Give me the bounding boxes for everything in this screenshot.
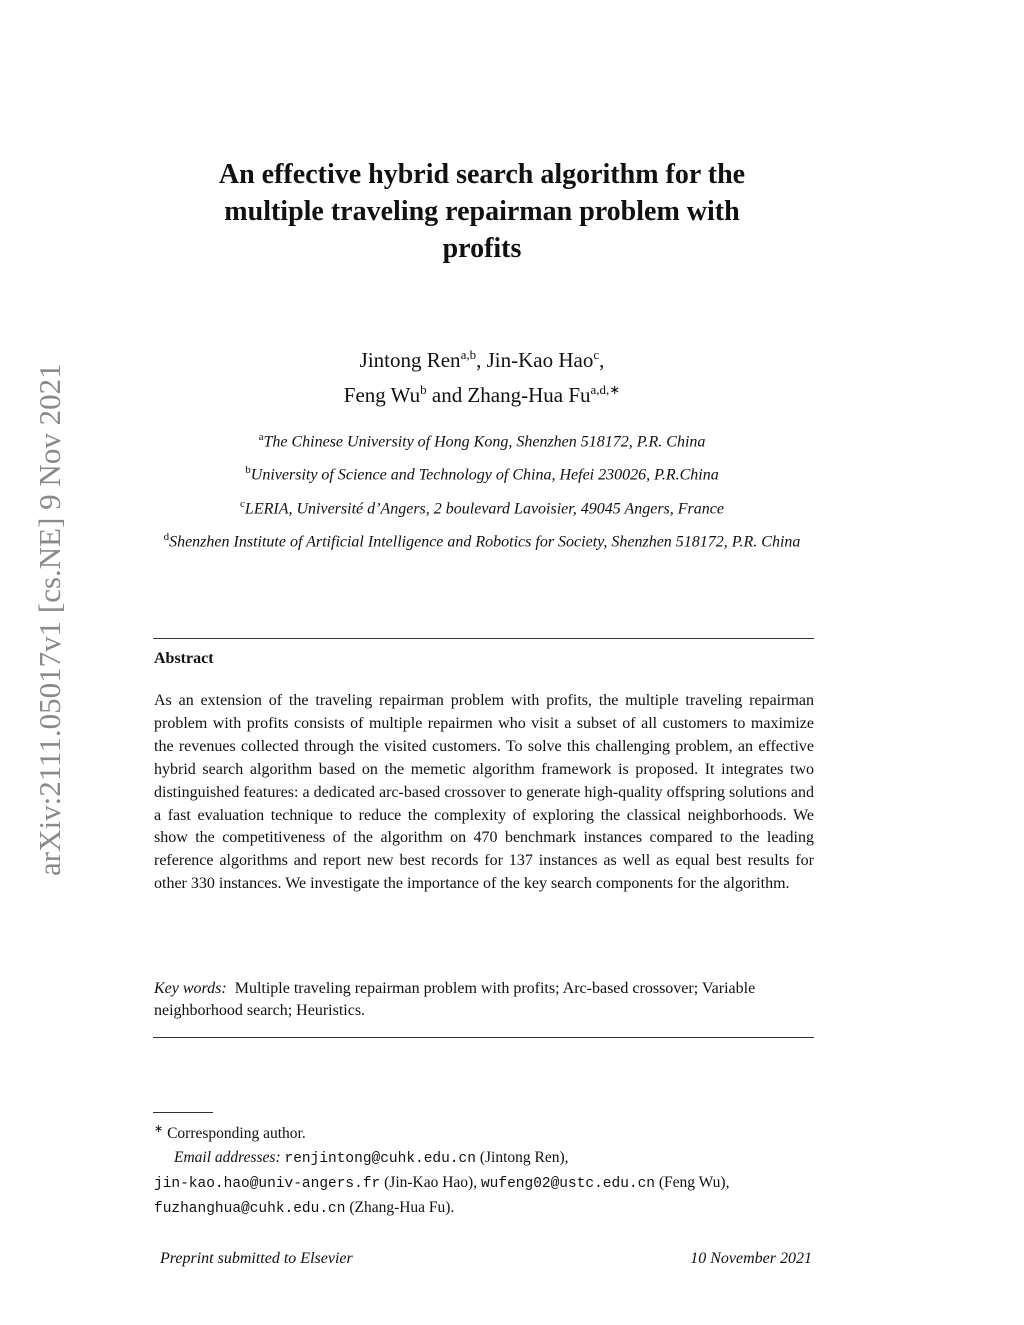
author-affil-mark: c [593, 347, 600, 362]
author-separator: , [476, 348, 487, 372]
affiliation-text: LERIA, Université d’Angers, 2 boulevard Lavoisier, 49045 Angers, France [244, 499, 724, 517]
abstract-body: As an extension of the traveling repairman problem with profits, the multiple traveling repairman problem with profits consists of multiple repairmen who visit a subset of all customers to maximize the revenues collected through the visited customers. To solve this challenging problem, an effective hybrid search algorithm based on the memetic algorithm framework is proposed. It integrates two distinguished features: a dedicated arc-based crossover to generate high-quality offspring solutions and a fast evaluation technique to reduce the complexity of exploring the classical neighborhoods. We show the competitiveness of the algorithm on 470 benchmark instances compared to the leading reference algorithms and report new best records for 137 instances as well as equal best results for other 330 instances. We investigate the importance of the key search components for the algorithm. [154, 692, 814, 893]
author-separator: , [599, 348, 605, 372]
keywords [154, 978, 774, 1022]
author-name: Jin-Kao Hao [486, 348, 594, 372]
footnote [154, 1117, 794, 1221]
keywords-label: Key words: [154, 980, 227, 997]
author-name: Feng Wu [343, 383, 421, 407]
author-separator: and [426, 383, 468, 407]
title-line: profits [442, 233, 522, 264]
email-label: Email addresses: [174, 1149, 281, 1167]
abstract-bottom-rule [153, 1037, 814, 1038]
affiliation [150, 526, 814, 553]
affiliation-mark: c [240, 497, 245, 510]
author-name: Zhang-Hua Fu [467, 383, 591, 407]
affiliation-text: The Chinese University of Hong Kong, Shenzhen 518172, P.R. China [263, 433, 706, 451]
affiliation-text: Shenzhen Institute of Artificial Intelligence and Robotics for Society, Shenzhen 518172, P.R. China [169, 533, 801, 551]
corresponding-note: Corresponding author. [167, 1125, 306, 1143]
keywords-text: Multiple traveling repairman problem with profits; Arc-based crossover; Variable neighborhood search; Heuristics. [154, 980, 756, 1019]
affiliation-mark: b [245, 464, 251, 477]
email-link[interactable]: renjintong@cuhk.edu.cn [284, 1151, 476, 1168]
author-affil-mark: a,d,∗ [590, 382, 621, 397]
affiliation-mark: d [163, 530, 170, 543]
email-person: (Zhang-Hua Fu). [349, 1199, 455, 1217]
preprint-date: 10 November 2021 [690, 1250, 812, 1267]
affiliation [150, 493, 814, 520]
affiliation-list [150, 426, 814, 559]
paper-title [150, 156, 814, 267]
email-link[interactable]: fuzhanghua@cuhk.edu.cn [154, 1201, 346, 1218]
title-line: multiple traveling repairman problem with [224, 196, 740, 227]
email-person: (Feng Wu), [658, 1174, 730, 1192]
preprint-note: Preprint submitted to Elsevier [160, 1250, 353, 1267]
author-name: Jintong Ren [359, 348, 461, 372]
author-list [150, 340, 814, 410]
abstract-heading: Abstract [154, 650, 214, 667]
email-person: (Jintong Ren), [479, 1149, 569, 1167]
footnote-rule [153, 1112, 213, 1113]
author-affil-mark: a,b [460, 347, 477, 362]
email-person: (Jin-Kao Hao), [384, 1174, 478, 1192]
affiliation-text: University of Science and Technology of China, Hefei 230026, P.R.China [250, 466, 719, 484]
email-link[interactable]: wufeng02@ustc.edu.cn [480, 1176, 656, 1193]
arxiv-identifier: arXiv:2111.05017v1 [cs.NE] 9 Nov 2021 [32, 363, 67, 876]
affiliation-mark: a [258, 431, 264, 443]
title-line: An effective hybrid search algorithm for the [218, 159, 746, 190]
affiliation [150, 459, 814, 486]
affiliation [150, 426, 814, 453]
footnote-mark: ∗ [154, 1123, 164, 1135]
author-affil-mark: b [420, 382, 427, 397]
abstract-top-rule [153, 638, 814, 639]
email-link[interactable]: jin-kao.hao@univ-angers.fr [154, 1176, 381, 1193]
